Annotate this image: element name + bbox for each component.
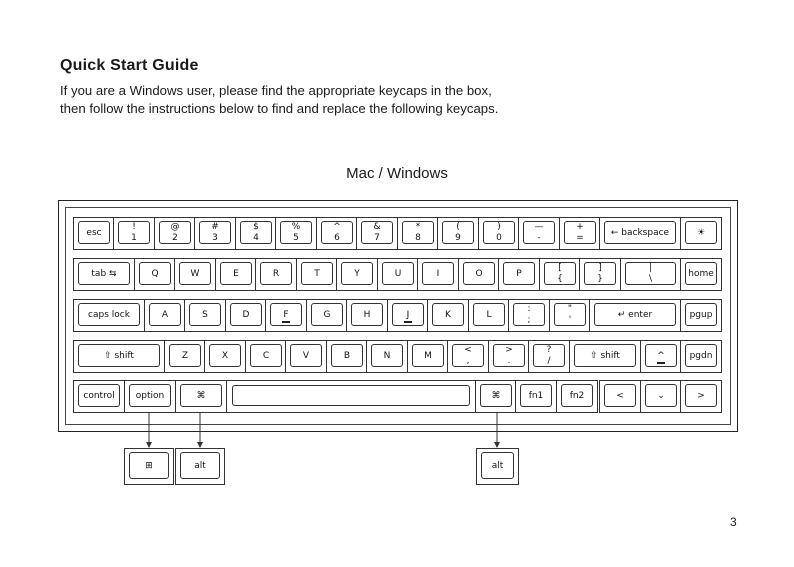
key-z: Z <box>164 340 206 373</box>
key-k: K <box>427 299 469 332</box>
light-icon: ☀ <box>685 221 717 244</box>
intro-line-1: If you are a Windows user, please find the appropriate keycaps in the box, <box>60 83 492 98</box>
down-arrow-icon: ⌄ <box>645 384 677 407</box>
key-control: control <box>73 380 125 413</box>
key-3: # 3 <box>194 217 236 250</box>
key-p: P <box>498 258 540 291</box>
replacement-key-alt-left: alt <box>175 448 225 485</box>
key-g: G <box>306 299 348 332</box>
key-fn2: fn2 <box>556 380 598 413</box>
key-caps-lock: caps lock <box>73 299 145 332</box>
key-h: H <box>346 299 388 332</box>
key-period: > . <box>488 340 530 373</box>
key-2: @ 2 <box>154 217 196 250</box>
key-esc: esc <box>73 217 115 250</box>
key-m: M <box>407 340 449 373</box>
key-quote: " ' <box>549 299 591 332</box>
key-a: A <box>144 299 186 332</box>
key-0: ) 0 <box>478 217 520 250</box>
layout-label: Mac / Windows <box>346 165 448 182</box>
windows-icon: ⊞ <box>129 452 169 479</box>
key-l: L <box>468 299 510 332</box>
key-y: Y <box>336 258 378 291</box>
key-4: $ 4 <box>235 217 277 250</box>
key-9: ( 9 <box>437 217 479 250</box>
key-slash: ? / <box>528 340 570 373</box>
key-t: T <box>296 258 338 291</box>
key-right-shift: ⇧ shift <box>569 340 641 373</box>
key-equal: + = <box>559 217 601 250</box>
key-q: Q <box>134 258 176 291</box>
key-c: C <box>245 340 287 373</box>
key-rbracket: ] } <box>579 258 621 291</box>
key-e: E <box>215 258 257 291</box>
key-j: J <box>387 299 429 332</box>
key-fn1: fn1 <box>515 380 557 413</box>
key-enter: ↵ enter <box>589 299 681 332</box>
right-arrow-icon: > <box>685 384 717 407</box>
key-i: I <box>417 258 459 291</box>
key-tab: tab ⇆ <box>73 258 135 291</box>
key-u: U <box>377 258 419 291</box>
command-icon: ⌘ <box>480 384 512 407</box>
command-icon: ⌘ <box>180 384 222 407</box>
key-6: ^ 6 <box>316 217 358 250</box>
key-lbracket: [ { <box>539 258 581 291</box>
key-n: N <box>366 340 408 373</box>
key-pgdn: pgdn <box>680 340 722 373</box>
page-title: Quick Start Guide <box>60 57 199 74</box>
key-f: F <box>265 299 307 332</box>
left-arrow-icon: < <box>604 384 636 407</box>
key-backslash: | \ <box>620 258 681 291</box>
key-x: X <box>204 340 246 373</box>
up-arrow-icon: ^ <box>645 344 677 367</box>
key-7: & 7 <box>356 217 398 250</box>
key-b: B <box>326 340 368 373</box>
key-minus: — - <box>518 217 560 250</box>
key-w: W <box>174 258 216 291</box>
key-semicolon: : ; <box>508 299 550 332</box>
key-d: D <box>225 299 267 332</box>
key-pgup: pgup <box>680 299 722 332</box>
key-backspace: ← backspace <box>599 217 681 250</box>
key-home: home <box>680 258 722 291</box>
key-left-shift: ⇧ shift <box>73 340 165 373</box>
key-option: option <box>124 380 176 413</box>
key-o: O <box>458 258 500 291</box>
replacement-key-alt-right: alt <box>476 448 519 485</box>
key-8: * 8 <box>397 217 439 250</box>
page-number: 3 <box>730 515 737 529</box>
key-comma: < , <box>447 340 489 373</box>
replacement-key-windows <box>124 448 174 485</box>
intro-line-2: then follow the instructions below to find and replace the following keycaps. <box>60 101 499 116</box>
key-r: R <box>255 258 297 291</box>
key-1: ! 1 <box>113 217 155 250</box>
key-v: V <box>285 340 327 373</box>
key-s: S <box>184 299 226 332</box>
key-5: % 5 <box>275 217 317 250</box>
